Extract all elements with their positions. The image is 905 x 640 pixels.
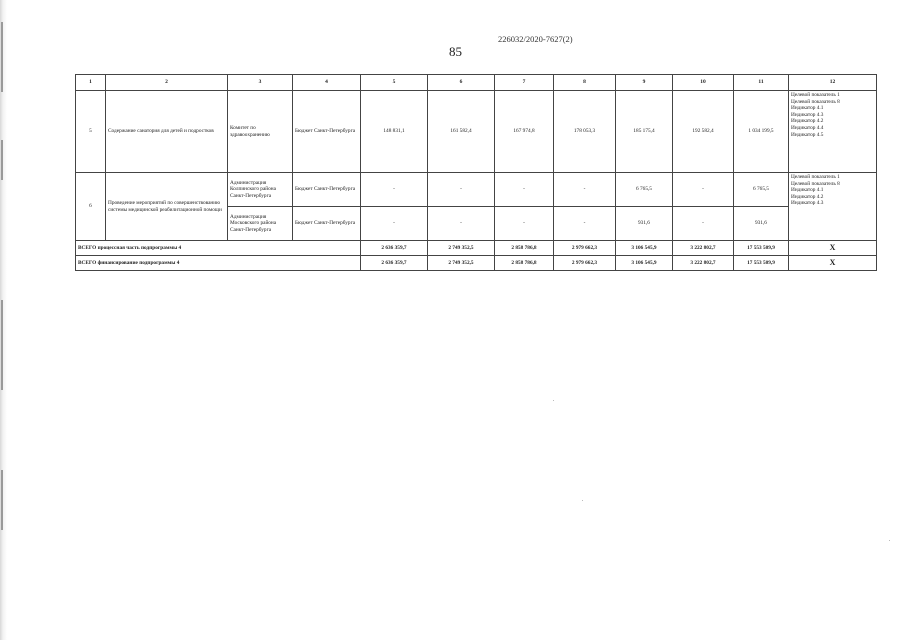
column-number: 1: [76, 75, 106, 91]
value-cell: -: [495, 173, 554, 207]
indicator: Индикатор 4.3: [791, 200, 824, 207]
indicator: Целевой показатель 8: [791, 98, 840, 105]
table-row-6a: [76, 173, 877, 207]
executor: Администрация Московского района Санкт-Петербурга: [228, 207, 293, 241]
total-value: 3 106 545,9: [616, 241, 673, 256]
funding-source: Бюджет Санкт-Петербурга: [293, 91, 361, 173]
row-number: 5: [76, 91, 106, 173]
executor: Администрация Колпинского района Санкт-Петербурга: [228, 173, 293, 207]
total-value: 2 749 352,5: [428, 256, 495, 271]
column-number: 11: [734, 75, 789, 91]
value-cell: -: [428, 207, 495, 241]
executor: Комитет по здравоохранению: [228, 91, 293, 173]
column-number: 7: [495, 75, 554, 91]
value-cell: 931,6: [734, 207, 789, 241]
total-value: 17 553 509,9: [734, 241, 789, 256]
indicator: Индикатор 4.4: [791, 125, 824, 132]
page-number: 85: [449, 44, 462, 59]
value-cell: -: [428, 173, 495, 207]
total-value: 2 858 786,8: [495, 256, 554, 271]
total-value: 2 749 352,5: [428, 241, 495, 256]
value-cell: -: [495, 207, 554, 241]
indicator: Индикатор 4.1: [791, 187, 824, 194]
value-cell: -: [673, 173, 734, 207]
indicator: Целевой показатель 1: [791, 92, 840, 98]
indicator: Индикатор 4.3: [791, 111, 824, 118]
value-cell: -: [673, 207, 734, 241]
funding-source: Бюджет Санкт-Петербурга: [293, 173, 361, 207]
total-value: 17 553 509,9: [734, 256, 789, 271]
indicators-list: [789, 173, 877, 241]
indicator: Индикатор 4.5: [791, 131, 824, 138]
column-number: 8: [554, 75, 616, 91]
total-mark: Х: [789, 256, 877, 271]
document-code: 226032/2020-7627(2): [498, 34, 573, 44]
financing-table: [75, 74, 877, 271]
total-value: 2 979 662,3: [554, 241, 616, 256]
column-number: 10: [673, 75, 734, 91]
total-financing-row: [76, 256, 877, 271]
indicator: Индикатор 4.2: [791, 193, 824, 200]
value-cell: -: [361, 207, 428, 241]
total-label: ВСЕГО процессная часть подпрограммы 4: [76, 241, 361, 256]
total-value: 2 636 359,7: [361, 256, 428, 271]
row-number: 6: [76, 173, 106, 241]
total-value: 3 222 802,7: [673, 256, 734, 271]
table-row-5: [76, 91, 877, 173]
value-cell: -: [361, 173, 428, 207]
scan-speck: [553, 400, 554, 401]
value-cell: 161 582,4: [428, 91, 495, 173]
total-process-row: [76, 241, 877, 256]
value-cell: 178 053,3: [554, 91, 616, 173]
value-cell: 1 034 199,5: [734, 91, 789, 173]
value-cell: 185 175,4: [616, 91, 673, 173]
column-number: 12: [789, 75, 877, 91]
value-cell: 6 765,5: [616, 173, 673, 207]
total-value: 2 858 786,8: [495, 241, 554, 256]
column-number: 5: [361, 75, 428, 91]
indicator: Индикатор 4.2: [791, 118, 824, 125]
total-label: ВСЕГО финансирование подпрограммы 4: [76, 256, 361, 271]
scan-edge-mark: [1, 140, 3, 180]
scan-edge-mark: [1, 22, 3, 92]
column-number: 3: [228, 75, 293, 91]
total-value: 2 979 662,3: [554, 256, 616, 271]
column-number: 4: [293, 75, 361, 91]
value-cell: 6 765,5: [734, 173, 789, 207]
total-value: 3 222 802,7: [673, 241, 734, 256]
scan-edge-mark: [1, 470, 3, 530]
column-number: 2: [106, 75, 228, 91]
scan-speck: [889, 540, 890, 541]
measure-name: Проведение мероприятий по совершенствованию системы медицинской реабилитационной помощи: [106, 173, 228, 241]
column-number: 9: [616, 75, 673, 91]
indicator: Индикатор 4.1: [791, 105, 824, 112]
column-number-row: [76, 75, 877, 91]
measure-name: Содержание санатория для детей и подростков: [106, 91, 228, 173]
value-cell: 192 582,4: [673, 91, 734, 173]
value-cell: 167 974,8: [495, 91, 554, 173]
value-cell: 931,6: [616, 207, 673, 241]
funding-source: Бюджет Санкт-Петербурга: [293, 207, 361, 241]
value-cell: -: [554, 207, 616, 241]
value-cell: 148 831,1: [361, 91, 428, 173]
indicator: Целевой показатель 8: [791, 180, 840, 187]
indicators-list: [789, 91, 877, 173]
scan-speck: [582, 500, 583, 501]
total-value: 3 106 545,9: [616, 256, 673, 271]
total-value: 2 636 359,7: [361, 241, 428, 256]
total-mark: Х: [789, 241, 877, 256]
scan-edge-mark: [1, 300, 3, 390]
value-cell: -: [554, 173, 616, 207]
column-number: 6: [428, 75, 495, 91]
indicator: Целевой показатель 1: [791, 174, 840, 180]
